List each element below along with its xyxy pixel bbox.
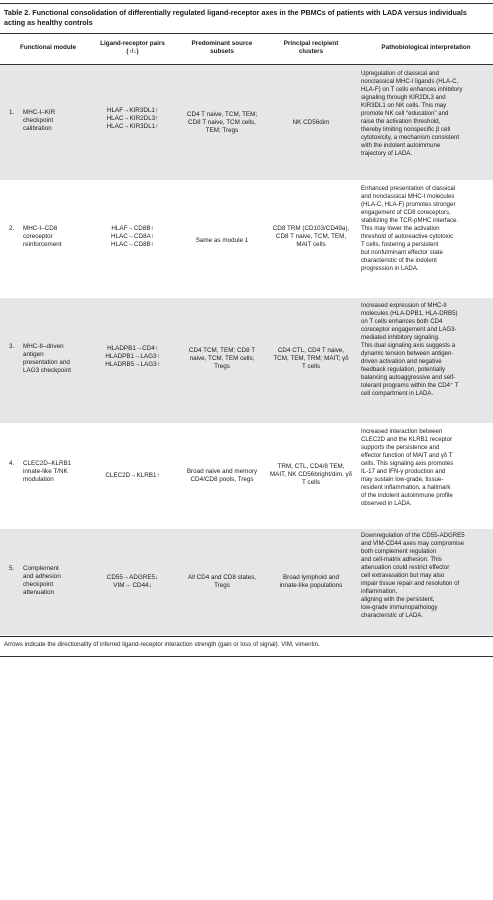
source-subsets xyxy=(178,574,266,590)
recipient-line: Broad lymphoid and xyxy=(282,574,339,581)
header-source-line2: subsets xyxy=(210,48,234,55)
interpretation-line: This dual signaling axis suggests a xyxy=(361,342,456,349)
functional-module xyxy=(23,225,85,249)
interpretation-line: characteristic of the indolent xyxy=(361,257,437,264)
source-subsets xyxy=(178,237,266,245)
module-line: modulation xyxy=(23,476,54,484)
interpretation xyxy=(361,302,491,398)
interpretation-line: Downregulation of the CD55-ADGRE5 xyxy=(361,532,465,539)
recipient-line: T cells xyxy=(301,479,321,487)
table-row xyxy=(0,529,493,635)
pair-line: HLAC→KIR3DL1↑ xyxy=(106,123,159,131)
ligand-receptor-pairs xyxy=(90,472,175,480)
interpretation xyxy=(361,428,491,508)
interpretation-line: and VIM-CD44 axes may compromise xyxy=(361,540,464,547)
interpretation-line: resident inflammation, a hallmark xyxy=(361,484,451,491)
interpretation-line: impair tissue repair and resolution of xyxy=(361,580,460,587)
header-recipient-line2: clusters xyxy=(298,48,324,55)
interpretation-line: cell compartment in LADA. xyxy=(361,390,434,397)
interpretation-line: nonclassical MHC-I ligands (HLA-C, xyxy=(361,78,459,85)
recipient-line: T cells xyxy=(301,363,321,371)
pair-line: VIM→ CD44↓ xyxy=(113,582,152,590)
interpretation-line: may sustain low-grade, tissue- xyxy=(361,476,444,483)
header-pairs-line2: (↑/↓) xyxy=(126,48,139,55)
interpretation-line: effector function of MAIT and γδ T xyxy=(361,452,453,459)
interpretation xyxy=(361,185,491,273)
interpretation-line: thereby limiting nonspecific β cell xyxy=(361,126,451,133)
recipient-line: innate-like populations xyxy=(279,582,343,590)
interpretation-line: cells. This signaling axis promotes xyxy=(361,460,454,467)
module-line: attenuation xyxy=(23,589,55,597)
row-number: 1. xyxy=(9,109,15,116)
interpretation-line: mediated inhibitory signaling. xyxy=(361,334,440,341)
pair-line: HLADPB1→CD4↑ xyxy=(107,345,158,352)
source-line: CD4 TCM, TEM; CD8 T xyxy=(188,347,256,354)
interpretation-line: molecules (HLA-DPB1, HLA-DRB5) xyxy=(361,310,458,317)
recipient-line: CD4 CTL, CD4 T naive, xyxy=(277,347,345,354)
row-number: 4. xyxy=(9,460,15,467)
interpretation-line: Increased interaction between xyxy=(361,428,443,435)
interpretation-line: KIR3DL1 on NK cells. This may xyxy=(361,102,447,109)
pair-line: HLAF→KIR3DL1↑ xyxy=(106,107,159,114)
source-line: All CD4 and CD8 states, xyxy=(187,574,257,581)
source-line: Tregs xyxy=(214,582,230,590)
interpretation-line: threshold of autoreactive cytotoxic xyxy=(361,233,454,240)
source-subsets xyxy=(178,111,266,135)
module-line: MHC-II–driven xyxy=(23,343,64,350)
pair-line: HLADPB1→LAG3↑ xyxy=(105,353,160,361)
header-source-line1: Predominant source xyxy=(191,40,253,47)
row-number: 3. xyxy=(9,343,15,350)
interpretation-line: (HLA-C, HLA-F) promotes stronger xyxy=(361,201,456,208)
recipient-line: TRM, CTL, CD4/8 TEM, xyxy=(277,463,345,470)
interpretation-line: both complement regulation xyxy=(361,548,437,555)
table-footnote: Arrows indicate the directionality of inferred ligand-receptor interaction strength (gain or loss of signal). VIM, vimentin. xyxy=(4,641,320,648)
interpretation-line: Increased expression of MHC-II xyxy=(361,302,447,309)
module-line: LAG3 checkpoint xyxy=(23,367,71,375)
interpretation-line: Upregulation of classical and xyxy=(361,70,439,77)
interpretation-line: driven activation and negative xyxy=(361,358,442,365)
top-rule xyxy=(0,3,493,4)
source-line: CD4/CD8 pools, Tregs xyxy=(190,476,254,484)
table-row xyxy=(0,298,493,423)
header-pairs xyxy=(90,40,175,56)
interpretation-line: feedback regulation, potentially xyxy=(361,366,446,373)
pair-line: HLAF→CD8B↑ xyxy=(111,225,154,232)
functional-module xyxy=(23,565,85,597)
interpretation-line: tolerant programs within the CD4⁺ T xyxy=(361,382,459,389)
pair-line: HLAC→CD8A↑ xyxy=(110,233,155,241)
interpretation-line: IL-17 and IFN-γ production and xyxy=(361,468,446,475)
row-number: 5. xyxy=(9,565,15,572)
module-line: innate-like T/NK xyxy=(23,468,68,476)
module-line: Complement xyxy=(23,565,59,572)
recipient-clusters xyxy=(265,463,357,487)
interpretation-line: This may lower the activation xyxy=(361,225,440,232)
interpretation-line: cytotoxicity, a mechanism consistent xyxy=(361,134,460,141)
pair-line: HLADRB5→LAG3↑ xyxy=(105,361,160,369)
recipient-line: TCM, TEM, TRM; MAIT; γδ xyxy=(273,355,349,363)
recipient-clusters xyxy=(265,225,357,249)
ligand-receptor-pairs xyxy=(90,225,175,249)
interpretation-line: coreceptor engagement and LAG3- xyxy=(361,326,457,333)
interpretation-line: stabilizing the TCR-pMHC interface. xyxy=(361,217,459,224)
interpretation-line: T cells, fostering a persistent xyxy=(361,241,439,248)
table-row xyxy=(0,423,493,529)
interpretation-line: CLEC2D and the KLRB1 receptor xyxy=(361,436,453,443)
table-header xyxy=(0,34,493,64)
interpretation-line: attenuation could restrict effector xyxy=(361,564,450,571)
functional-module xyxy=(23,343,85,375)
pair-line: CD55→ADGRE5↓ xyxy=(106,574,159,581)
interpretation-line: progression in LADA. xyxy=(361,265,419,272)
interpretation-line: aligning with the persistent, xyxy=(361,596,435,603)
interpretation-line: HLA-F) on T cells enhances inhibitory xyxy=(361,86,463,93)
module-line: presentation and xyxy=(23,359,70,367)
module-line: checkpoint xyxy=(23,581,54,589)
recipient-line: NK CD56dim xyxy=(292,119,330,126)
module-line: reinforcement xyxy=(23,241,62,249)
table-caption: Table 2. Functional consolidation of differentially regulated ligand-receptor axes in the PBMCs of patients with LADA versus individuals acting as healthy controls xyxy=(4,8,467,27)
interpretation-line: observed in LADA. xyxy=(361,500,412,507)
interpretation-line: but nonfulminant effector state xyxy=(361,249,443,256)
recipient-clusters xyxy=(265,347,357,371)
source-line: Tregs xyxy=(214,363,230,371)
interpretation-line: on T cells enhances both CD4 xyxy=(361,318,443,325)
ligand-receptor-pairs xyxy=(90,107,175,131)
module-line: and adhesion xyxy=(23,573,61,581)
header-pairs-line1: Ligand-receptor pairs xyxy=(100,40,165,47)
pair-line: HLAC→KIR2DL3↑ xyxy=(106,115,159,123)
source-line: CD4 T naive, TCM, TEM; xyxy=(186,111,258,118)
header-interpretation: Pathobiological interpretation xyxy=(381,44,471,51)
module-line: MHC-I–KIR xyxy=(23,109,56,116)
source-line: CD8 T naive, TCM cells, xyxy=(188,119,256,127)
ligand-receptor-pairs xyxy=(90,345,175,369)
interpretation xyxy=(361,70,491,158)
interpretation xyxy=(361,532,491,620)
recipient-clusters xyxy=(265,574,357,590)
interpretation-line: characteristic of LADA. xyxy=(361,612,423,619)
header-module: Functional module xyxy=(20,44,76,51)
header-source xyxy=(178,40,266,56)
interpretation-line: raise the activation threshold, xyxy=(361,118,441,125)
module-line: calibration xyxy=(23,125,52,133)
header-recipient xyxy=(265,40,357,56)
recipient-line: MAIT, NK CD56bright/dim, γδ xyxy=(269,471,353,479)
recipient-line: CD8 TRM (CD103/CD49a), xyxy=(272,225,350,232)
functional-module xyxy=(23,460,85,484)
module-line: MHC-I–CD8 xyxy=(23,225,58,232)
recipient-clusters xyxy=(265,119,357,127)
module-line: coreceptor xyxy=(23,233,53,241)
source-subsets xyxy=(178,468,266,484)
interpretation-line: low-grade immunopathology xyxy=(361,604,438,611)
interpretation-line: cell extravasation but may also xyxy=(361,572,445,579)
pair-line: HLAC→CD8B↑ xyxy=(110,241,155,249)
table-row xyxy=(0,65,493,180)
interpretation-line: balancing autoaggressive and self- xyxy=(361,374,456,381)
interpretation-line: engagement of CD8 coreceptors, xyxy=(361,209,451,216)
module-line: antigen xyxy=(23,351,44,359)
header-recipient-line1: Principal recipient xyxy=(283,40,339,47)
row-number: 2. xyxy=(9,225,15,232)
source-line: naive, TCM, TEM cells; xyxy=(189,355,255,363)
interpretation-line: inflammation, xyxy=(361,588,398,595)
pair-line: CLEC2D→KLRB1↑ xyxy=(105,472,160,479)
ligand-receptor-pairs xyxy=(90,574,175,590)
interpretation-line: supports the persistence and xyxy=(361,444,440,451)
interpretation-line: trajectory of LADA. xyxy=(361,150,413,157)
recipient-line: CD8 T naive, TCM, TEM, xyxy=(275,233,347,241)
source-line: TEM; Tregs xyxy=(205,127,239,135)
source-line: Broad naive and memory xyxy=(186,468,258,475)
interpretation-line: and cell-matrix adhesion. This xyxy=(361,556,442,563)
interpretation-line: Enhanced presentation of classical xyxy=(361,185,456,192)
interpretation-line: and nonclassical MHC-I molecules xyxy=(361,193,455,200)
functional-module xyxy=(23,109,85,133)
table-row xyxy=(0,180,493,298)
footnote-bottom-rule xyxy=(0,656,493,657)
interpretation-line: dynamic tension between antigen- xyxy=(361,350,454,357)
interpretation-line: of the indolent autoimmune profile xyxy=(361,492,453,499)
source-subsets xyxy=(178,347,266,371)
table-bottom-rule xyxy=(0,636,493,637)
module-line: CLEC2D–KLRB1 xyxy=(23,460,72,467)
module-line: checkpoint xyxy=(23,117,54,125)
source-line: Same as module 1 xyxy=(195,237,249,244)
recipient-line: MAIT cells xyxy=(296,241,326,249)
interpretation-line: promote NK cell “education” and xyxy=(361,110,449,117)
interpretation-line: signaling through KIR2DL3 and xyxy=(361,94,446,101)
interpretation-line: with the indolent autoimmune xyxy=(361,142,441,149)
